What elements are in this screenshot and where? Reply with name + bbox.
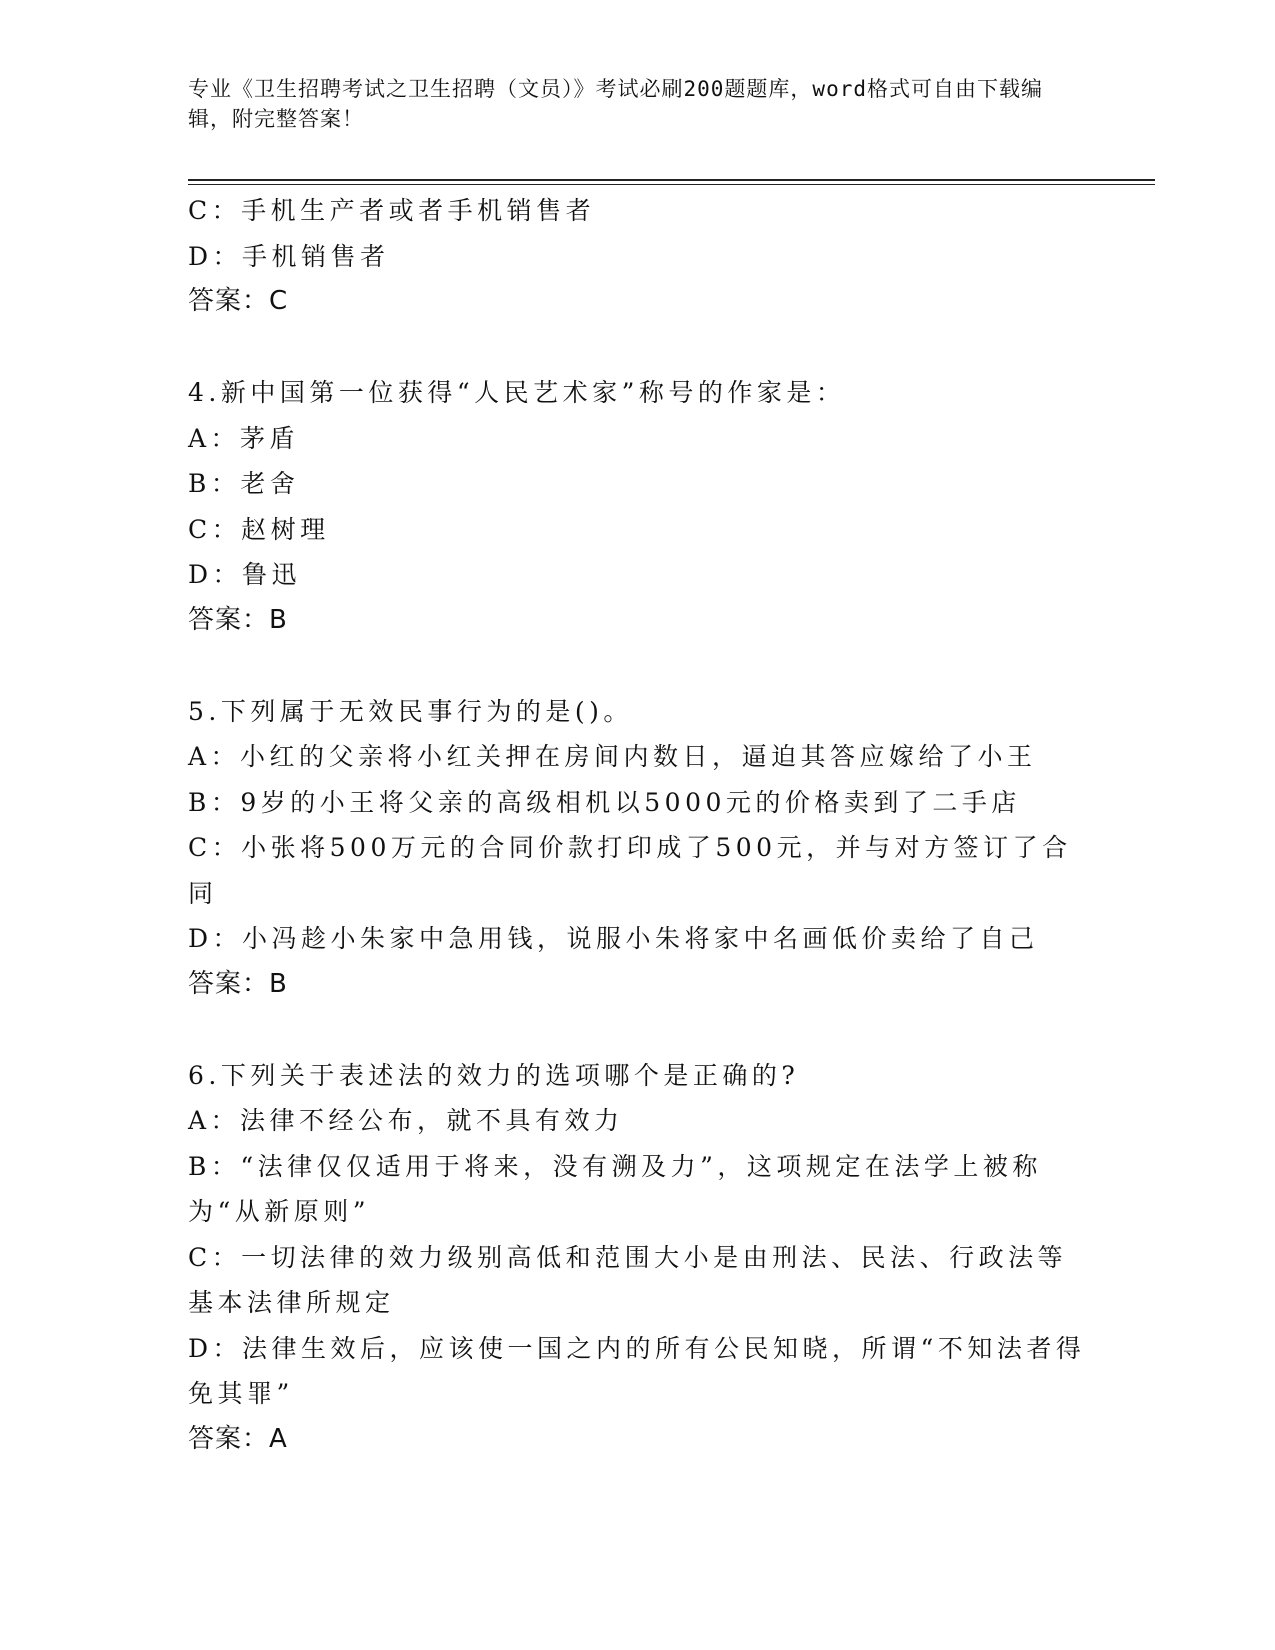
option-a: A：小红的父亲将小红关押在房间内数日，逼迫其答应嫁给了小王 bbox=[188, 742, 1037, 771]
question-6 bbox=[188, 1053, 1088, 1463]
option-c: C：手机生产者或者手机销售者 bbox=[188, 196, 596, 225]
option-a: A：法律不经公布，就不具有效力 bbox=[188, 1106, 624, 1135]
header-divider-thick bbox=[188, 179, 1155, 181]
spacer bbox=[188, 325, 1088, 371]
document-body bbox=[188, 188, 1088, 1462]
header-divider-thin bbox=[188, 184, 1155, 185]
question-4 bbox=[188, 370, 1088, 643]
option-a: A：茅盾 bbox=[188, 423, 300, 453]
option-c: C：赵树理 bbox=[188, 514, 330, 544]
question-3-partial bbox=[188, 188, 1088, 325]
option-b: B：老舍 bbox=[188, 469, 300, 498]
option-d: D：鲁迅 bbox=[188, 560, 302, 589]
question-text: 4.新中国第一位获得“人民艺术家”称号的作家是： bbox=[188, 378, 846, 407]
option-b: B：9岁的小王将父亲的高级相机以5000元的价格卖到了二手店 bbox=[188, 787, 1021, 817]
spacer bbox=[188, 643, 1088, 689]
option-d: D：小冯趁小朱家中急用钱，说服小朱将家中名画低价卖给了自己 bbox=[188, 924, 1039, 953]
option-c: C：小张将500万元的合同价款打印成了500元，并与对方签订了合同 bbox=[188, 833, 1072, 908]
question-text: 6.下列关于表述法的效力的选项哪个是正确的? bbox=[188, 1060, 800, 1090]
option-b: B：“法律仅仅适用于将来，没有溯及力”，这项规定在法学上被称为“从新原则” bbox=[188, 1151, 1042, 1226]
option-d: D：法律生效后，应该使一国之内的所有公民知晓，所谓“不知法者得免其罪” bbox=[188, 1333, 1086, 1408]
answer-line: 答案：B bbox=[188, 604, 288, 635]
answer-line: 答案：A bbox=[188, 1423, 288, 1454]
question-5 bbox=[188, 689, 1088, 1008]
answer-line: 答案：B bbox=[188, 968, 288, 999]
option-c: C：一切法律的效力级别高低和范围大小是由刑法、民法、行政法等基本法律所规定 bbox=[188, 1242, 1068, 1317]
document-header: 专业《卫生招聘考试之卫生招聘（文员）》考试必刷200题题库，word格式可自由下载编辑，附完整答案！ bbox=[188, 77, 1043, 131]
answer-line: 答案：C bbox=[188, 286, 289, 316]
spacer bbox=[188, 1007, 1088, 1053]
option-d: D：手机销售者 bbox=[188, 241, 390, 271]
question-text: 5.下列属于无效民事行为的是()。 bbox=[188, 696, 633, 726]
